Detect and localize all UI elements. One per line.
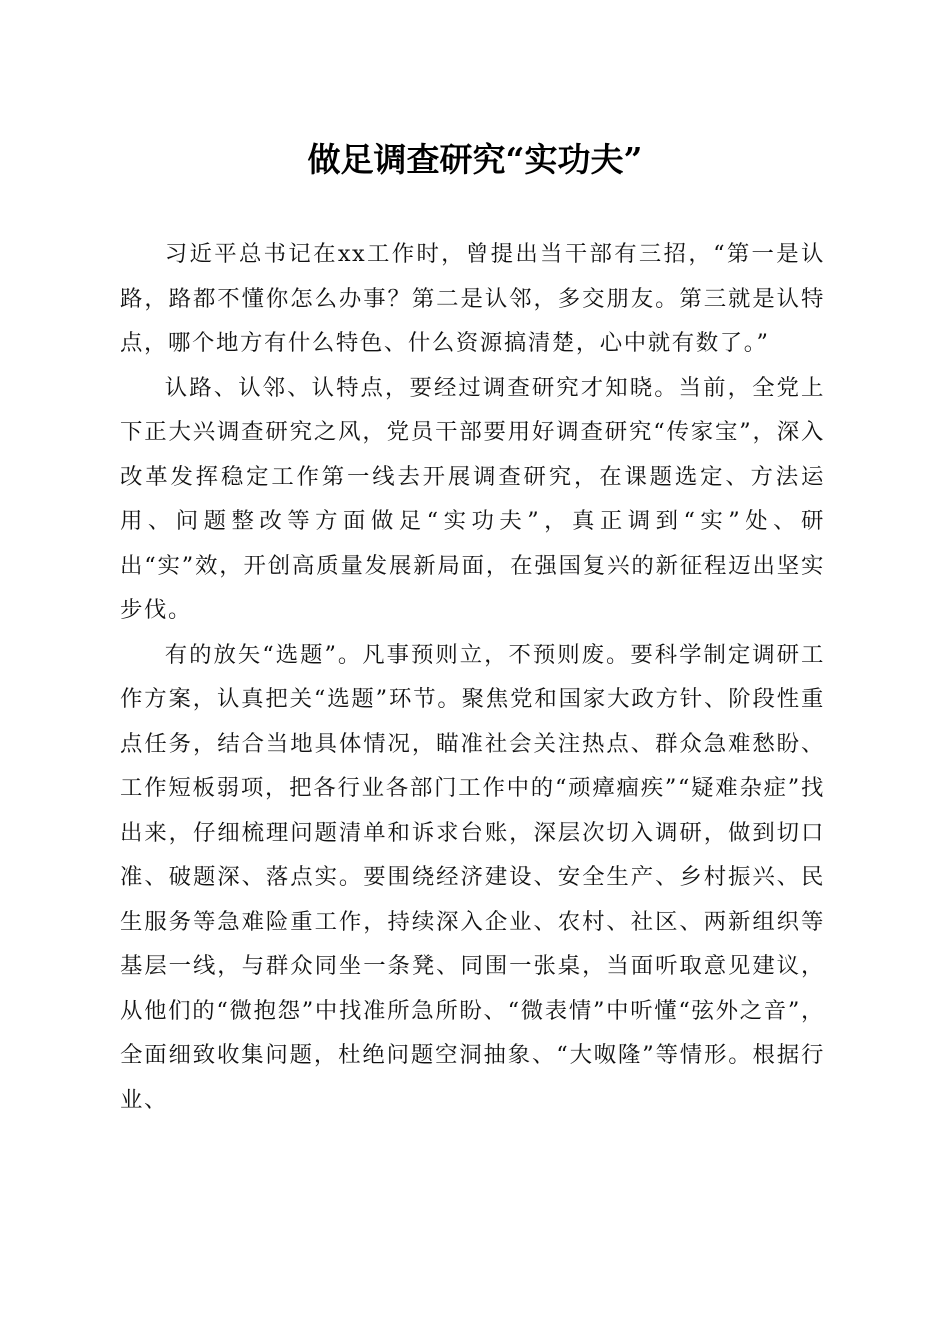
document-body [120,232,825,1122]
document-title: 做足调查研究“实功夫” [307,140,643,179]
paragraph-2: 认路、认邻、认特点，要经过调查研究才知晓。当前，全党上下正大兴调查研究之风，党员干部要用好调查研究“传家宝”，深入改革发挥稳定工作第一线去开展调查研究，在课题选定、方法运用、问题整改等方面做足“实功夫”，真正调到“实”处、研出“实”效，开创高质量发展新局面，在强国复兴的新征程迈出坚实步伐。 [120,374,825,623]
paragraph-3: 有的放矢“选题”。凡事预则立，不预则废。要科学制定调研工作方案，认真把关“选题”环节。聚焦党和国家大政方针、阶段性重点任务，结合当地具体情况，瞄准社会关注热点、群众急难愁盼、工作短板弱项，把各行业各部门工作中的“顽瘴痼疾”“疑难杂症”找出来，仔细梳理问题清单和诉求台账，深层次切入调研，做到切口准、破题深、落点实。要围绕经济建设、安全生产、乡村振兴、民生服务等急难险重工作，持续深入企业、农村、社区、两新组织等基层一线，与群众同坐一条凳、同围一张桌，当面听取意见建议，从他们的“微抱怨”中找准所急所盼、“微表情”中听懂“弦外之音”，全面细致收集问题，杜绝问题空洞抽象、“大呶隆”等情形。根据行业、 [120,641,825,1113]
paragraph-1: 习近平总书记在xx工作时，曾提出当干部有三招，“第一是认路，路都不懂你怎么办事？第二是认邻，多交朋友。第三就是认特点，哪个地方有什么特色、什么资源搞清楚，心中就有数了。” [120,241,825,356]
